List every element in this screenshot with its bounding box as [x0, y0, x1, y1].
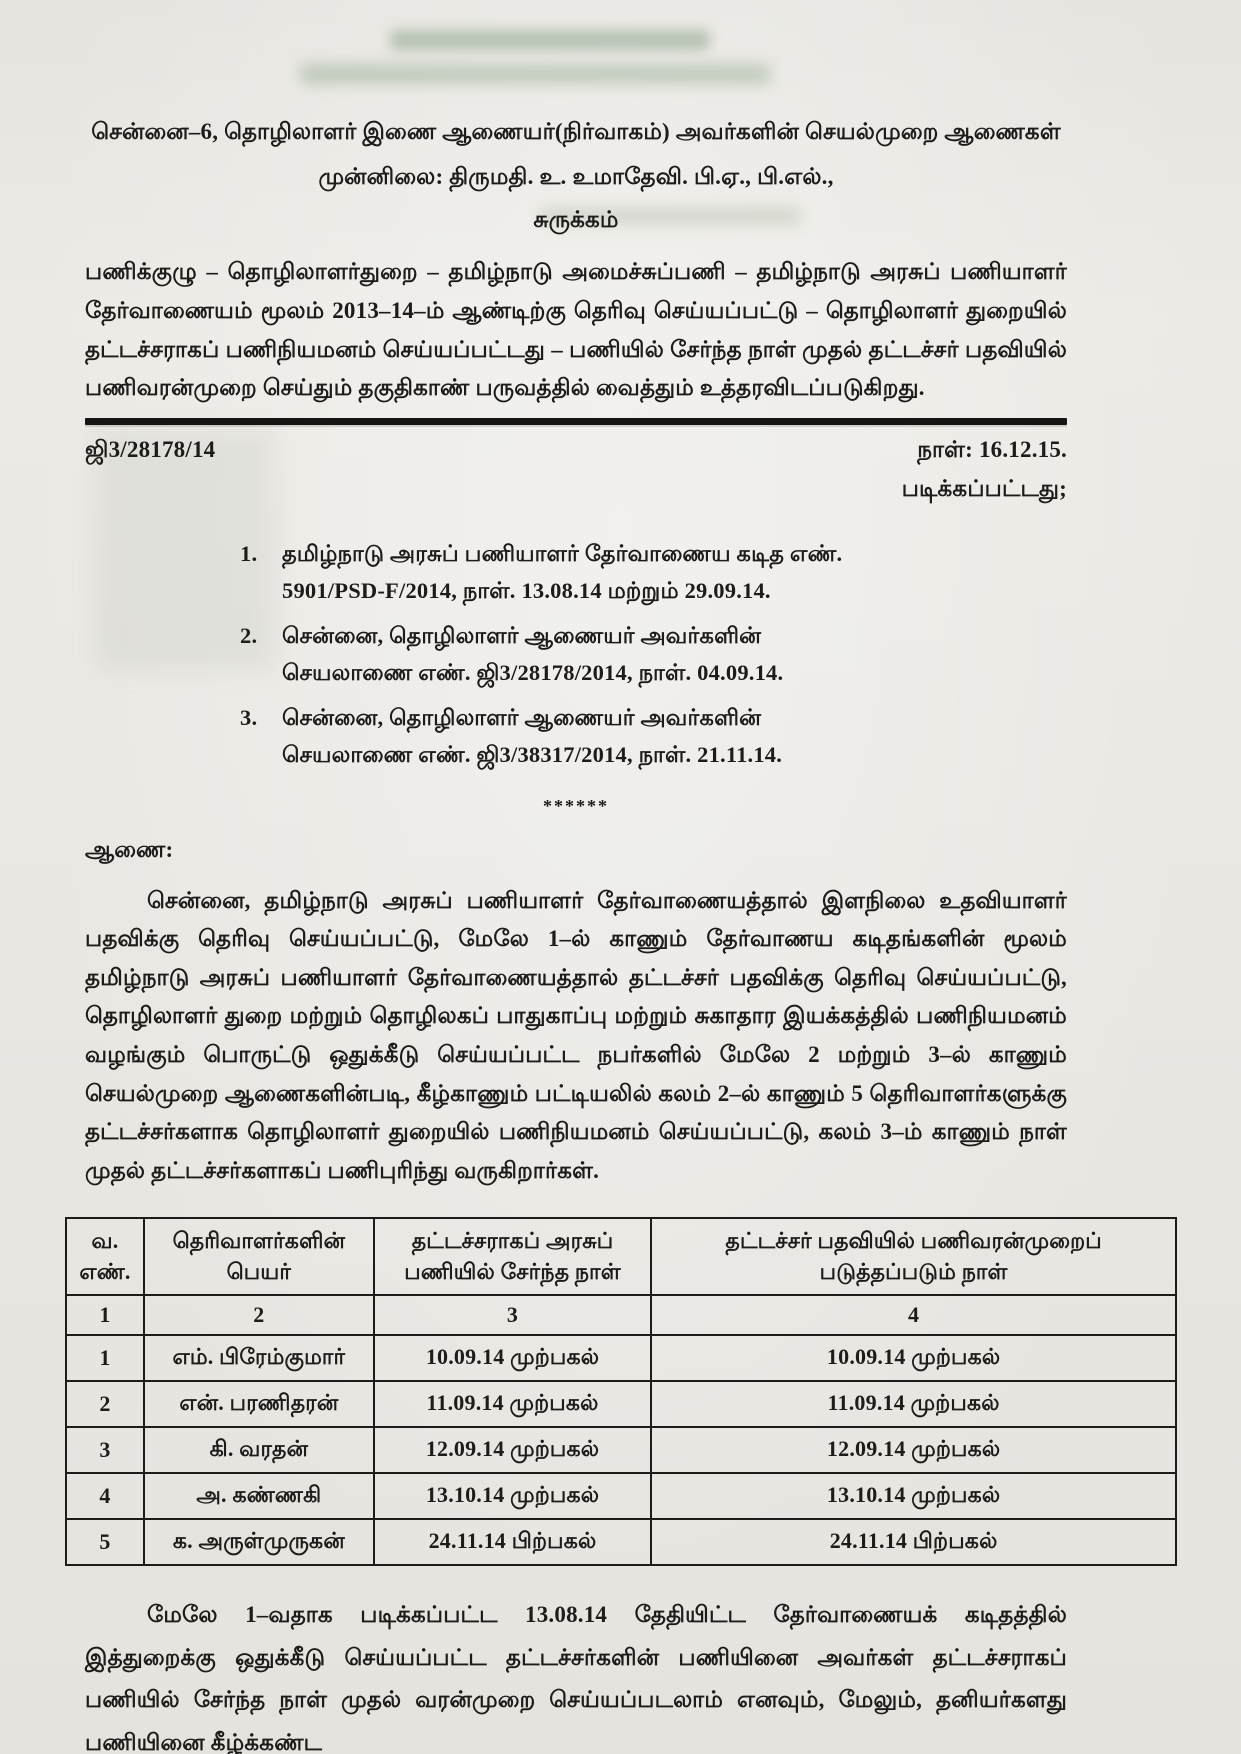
list-item-number: 3.	[240, 705, 258, 731]
list-item	[240, 699, 880, 773]
cell-regularized-date: 11.09.14 முற்பகல்	[651, 1381, 1176, 1427]
cell-serial: 5	[66, 1519, 144, 1565]
cell-regularized-date: 13.10.14 முற்பகல்	[651, 1473, 1176, 1519]
list-item	[240, 535, 880, 609]
section-separator: ******	[543, 795, 609, 816]
list-item-text: சென்னை, தொழிலாளர் ஆணையர் அவர்களின் செயலாணை எண். ஜி3/28178/2014, நாள். 04.09.14.	[282, 623, 784, 686]
read-items-list	[240, 535, 880, 774]
column-header-serial: வ. எண்.	[66, 1218, 144, 1296]
column-number: 3	[374, 1295, 651, 1335]
table-row	[66, 1381, 1176, 1427]
order-date: நாள்: 16.12.15.	[917, 436, 1067, 462]
bleed-through-mark	[390, 30, 710, 50]
column-header-regularized-date: தட்டச்சர் பதவியில் பணிவரன்முறைப் படுத்தப்படும் நாள்	[651, 1218, 1176, 1296]
cell-serial: 1	[66, 1335, 144, 1381]
cell-joined-date: 24.11.14 பிற்பகல்	[374, 1519, 651, 1565]
header-line-abstract-title: சுருக்கம்	[533, 207, 619, 233]
closing-paragraph: மேலே 1–வதாக படிக்கப்பட்ட 13.08.14 தேதியிட்ட தேர்வாணையக் கடிதத்தில் இத்துறைக்கு ஒதுக்கீடு செய்யப்பட்ட தட்டச்சர்களின் பணியினை அவர்கள் தட்டச்சராகப் பணியில் சேர்ந்த நாள் முதல் வரன்முறை செய்யப்படலாம் எனவும், மேலும், தனியர்களது பணியினை கீழ்க்கண்ட	[85, 1602, 1067, 1754]
table-row	[66, 1335, 1176, 1381]
cell-serial: 3	[66, 1427, 144, 1473]
table-column-number-row	[66, 1295, 1176, 1335]
cell-joined-date: 10.09.14 முற்பகல்	[374, 1335, 651, 1381]
column-number: 2	[144, 1295, 374, 1335]
cell-name: கி. வரதன்	[144, 1427, 374, 1473]
cell-joined-date: 13.10.14 முற்பகல்	[374, 1473, 651, 1519]
horizontal-rule	[85, 418, 1067, 425]
document-body	[79, 112, 1102, 1754]
header-line-office: சென்னை–6, தொழிலாளர் இணை ஆணையர்(நிர்வாகம்) அவர்களின் செயல்முறை ஆணைகள்	[91, 119, 1061, 144]
cell-serial: 4	[66, 1473, 144, 1519]
reference-number: ஜி3/28178/14	[85, 436, 216, 462]
cell-name: எம். பிரேம்குமார்	[144, 1335, 374, 1381]
reference-row	[85, 437, 1067, 466]
cell-name: என். பரணிதரன்	[144, 1381, 374, 1427]
column-header-joined-date: தட்டச்சராகப் அரசுப் பணியில் சேர்ந்த நாள்	[374, 1218, 651, 1296]
column-number: 4	[651, 1295, 1176, 1335]
cell-regularized-date: 12.09.14 முற்பகல்	[651, 1427, 1176, 1473]
list-item-number: 2.	[240, 623, 258, 649]
list-item-number: 1.	[240, 540, 258, 566]
cell-name: அ. கண்ணகி	[144, 1473, 374, 1519]
read-label: படிக்கப்பட்டது;	[901, 475, 1067, 501]
list-item-text: சென்னை, தொழிலாளர் ஆணையர் அவர்களின் செயலாணை எண். ஜி3/38317/2014, நாள். 21.11.14.	[282, 705, 783, 768]
table-row	[66, 1473, 1176, 1519]
list-item-text: தமிழ்நாடு அரசுப் பணியாளர் தேர்வாணைய கடித எண். 5901/PSD-F/2014, நாள். 13.08.14 மற்றும் 29.09.14.	[282, 540, 843, 603]
header-line-presence: முன்னிலை: திருமதி. உ. உமாதேவி. பி.ஏ., பி.எல்.,	[318, 164, 834, 190]
table-row	[66, 1519, 1176, 1565]
cell-name: க. அருள்முருகன்	[144, 1519, 374, 1565]
table-row	[66, 1427, 1176, 1473]
abstract-paragraph: பணிக்குழு – தொழிலாளர்துறை – தமிழ்நாடு அமைச்சுப்பணி – தமிழ்நாடு அரசுப் பணியாளர் தேர்வாணையம் மூலம் 2013–14–ம் ஆண்டிற்கு தெரிவு செய்யப்பட்டு – தொழிலாளர் துறையில் தட்டச்சராகப் பணிநியமனம் செய்யப்பட்டது – பணியில் சேர்ந்த நாள் முதல் தட்டச்சர் பதவியில் பணிவரன்முறை செய்தும் தகுதிகாண் பருவத்தில் வைத்தும் உத்தரவிடப்படுகிறது.	[85, 259, 1067, 401]
cell-joined-date: 11.09.14 முற்பகல்	[374, 1381, 651, 1427]
cell-regularized-date: 24.11.14 பிற்பகல்	[651, 1519, 1176, 1565]
column-number: 1	[66, 1295, 144, 1335]
cell-serial: 2	[66, 1381, 144, 1427]
column-header-name: தெரிவாளர்களின் பெயர்	[144, 1218, 374, 1296]
order-section-label: ஆணை:	[85, 836, 174, 862]
table-header-row	[66, 1218, 1176, 1296]
cell-regularized-date: 10.09.14 முற்பகல்	[651, 1335, 1176, 1381]
list-item	[240, 617, 880, 691]
cell-joined-date: 12.09.14 முற்பகல்	[374, 1427, 651, 1473]
order-paragraph: சென்னை, தமிழ்நாடு அரசுப் பணியாளர் தேர்வாணையத்தால் இளநிலை உதவியாளர் பதவிக்கு தெரிவு செய்யப்பட்டு, மேலே 1–ல் காணும் தேர்வாணய கடிதங்களின் மூலம் தமிழ்நாடு அரசுப் பணியாளர் தேர்வாணையத்தால் தட்டச்சர் பதவிக்கு தெரிவு செய்யப்பட்டு, தொழிலாளர் துறை மற்றும் தொழிலகப் பாதுகாப்பு மற்றும் சுகாதார இயக்கத்தில் பணிநியமனம் வழங்கும் பொருட்டு ஒதுக்கீடு செய்யப்பட்ட நபர்களில் மேலே 2 மற்றும் 3–ல் காணும் செயல்முறை ஆணைகளின்படி, கீழ்காணும் பட்டியலில் கலம் 2–ல் காணும் 5 தெரிவாளர்களுக்கு தட்டச்சர்களாக தொழிலாளர் துறையில் பணிநியமனம் செய்யப்பட்டு, கலம் 3–ம் காணும் நாள் முதல் தட்டச்சர்களாகப் பணிபுரிந்து வருகிறார்கள்.	[85, 887, 1067, 1183]
selectees-table	[65, 1217, 1177, 1567]
bleed-through-mark	[300, 64, 770, 84]
